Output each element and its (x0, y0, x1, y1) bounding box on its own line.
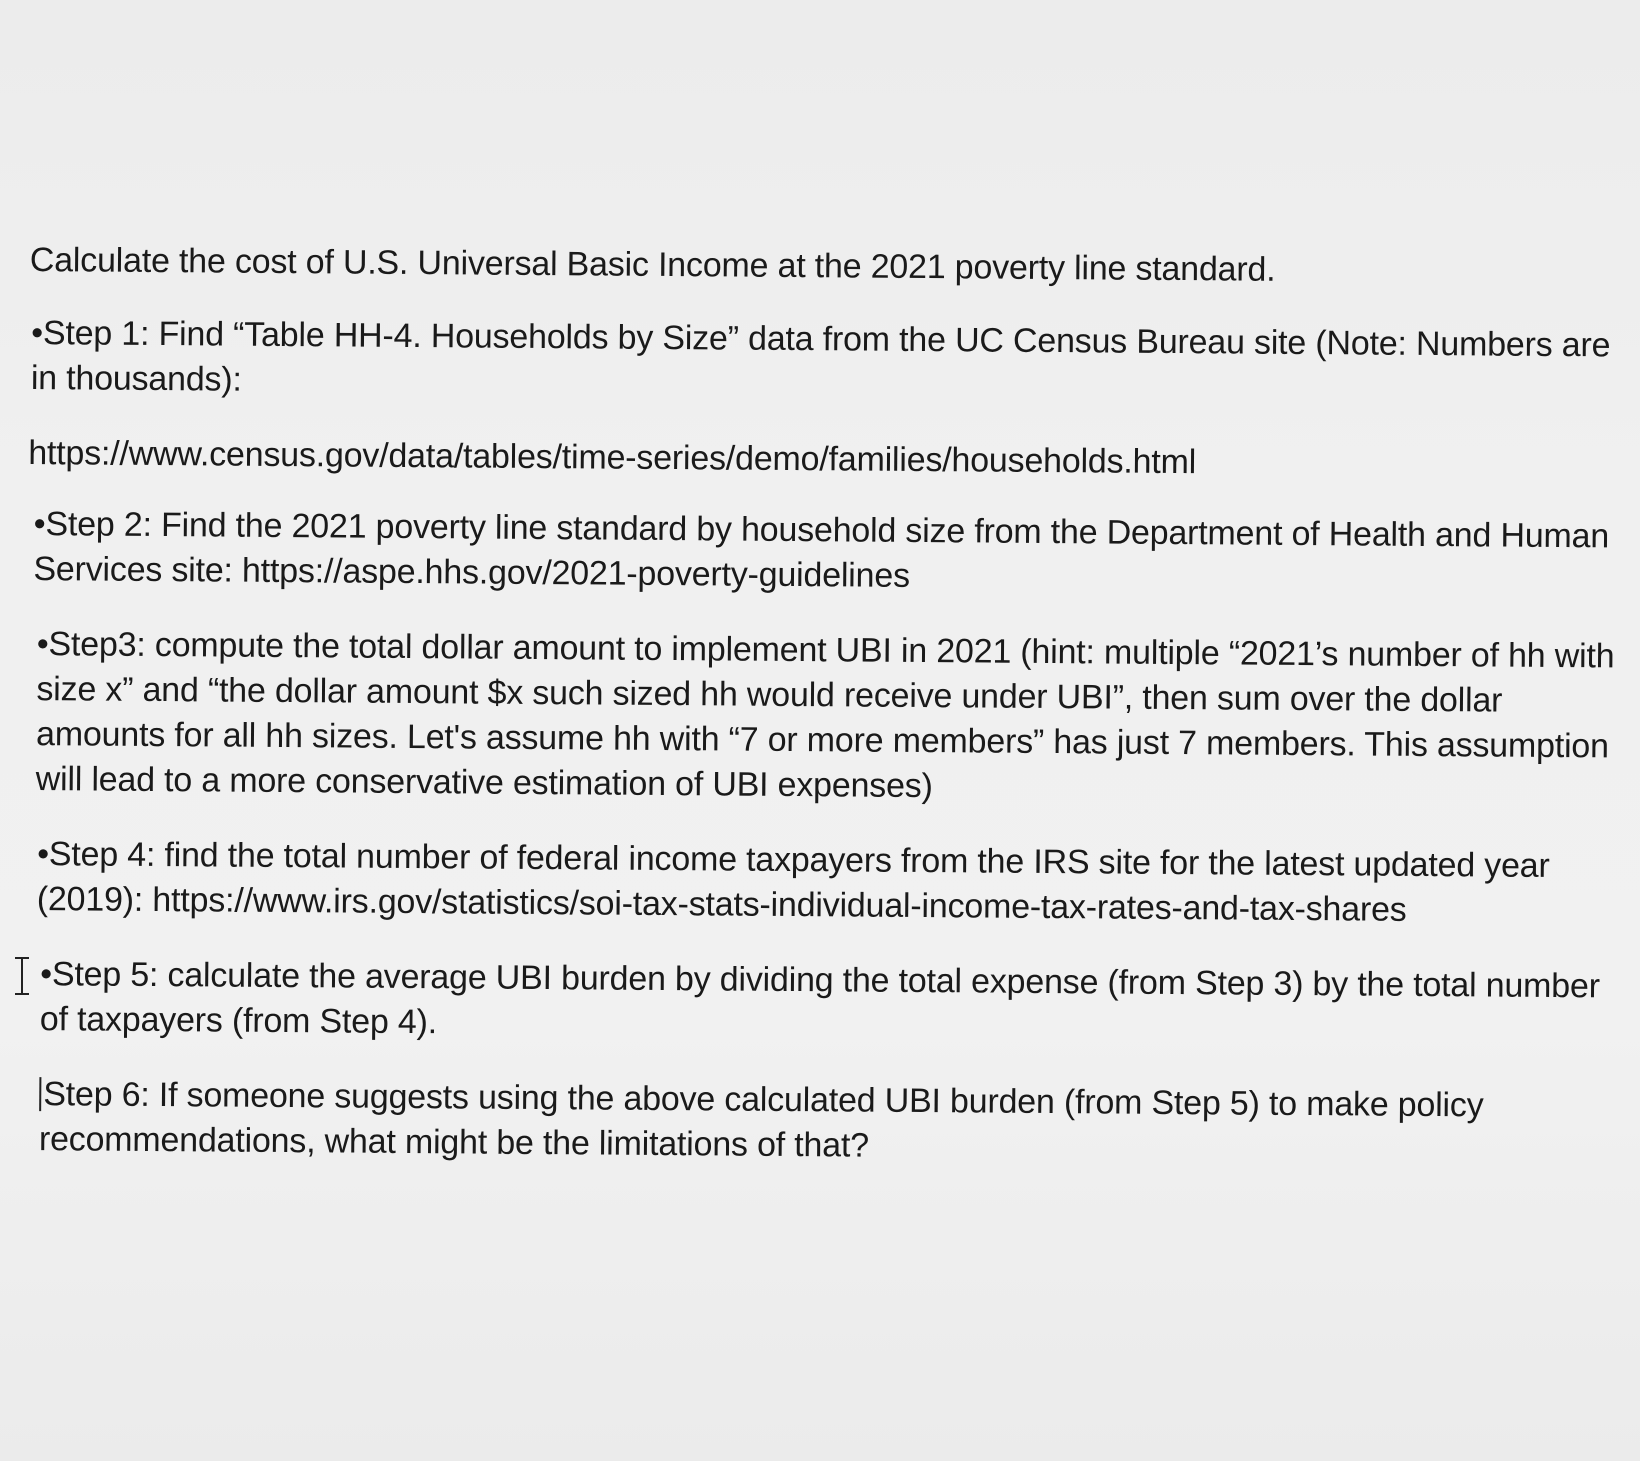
step-3-text: •Step3: compute the total dollar amount to implement UBI in 2021 (hint: multiple “2021’s number of hh with size x” and “the dollar amount $x such sized hh would receive under UBI”, then sum over the dollar amounts for all hh sizes. Let's assume hh with “7 or more members” has just 7 members. This assumption will lead to a more conservative estimation of UBI expenses) (35, 625, 1615, 806)
step-2-text: •Step 2: Find the 2021 poverty line standard by household size from the Department of Health and Human Services site: https://aspe.hhs.gov/2021-poverty-guidelines (33, 505, 1610, 595)
step-1-text: •Step 1: Find “Table HH-4. Households by Size” data from the UC Census Bureau site (Note: Numbers are in thousands): (30, 314, 1611, 399)
cursor-cap-bottom (15, 993, 29, 995)
document-body (23, 238, 1630, 1205)
step-5-text: •Step 5: calculate the average UBI burden by dividing the total expense (from Step 3) by the total number of taxpayers (from Step 4). (39, 955, 1600, 1042)
census-url-link[interactable]: https://www.census.gov/data/tables/time-series/demo/families/households.html (28, 433, 1197, 482)
step-6-text: Step 6: If someone suggests using the above calculated UBI burden (from Step 5) to make policy recommendations, what might be the limitations of that? (38, 1075, 1484, 1165)
step-6-paragraph (23, 1072, 1624, 1175)
cursor-stem (21, 959, 23, 993)
step-4-text: •Step 4: find the total number of federal income taxpayers from the IRS site for the latest updated year (2019): https://www.irs.gov/statistics/soi-tax-stats-individual-income-tax-rates-and-tax-shares (36, 835, 1550, 929)
document-title: Calculate the cost of U.S. Universal Basic Income at the 2021 poverty line standard. (29, 240, 1276, 289)
text-caret (39, 1077, 41, 1111)
i-beam-cursor-icon (15, 957, 29, 995)
